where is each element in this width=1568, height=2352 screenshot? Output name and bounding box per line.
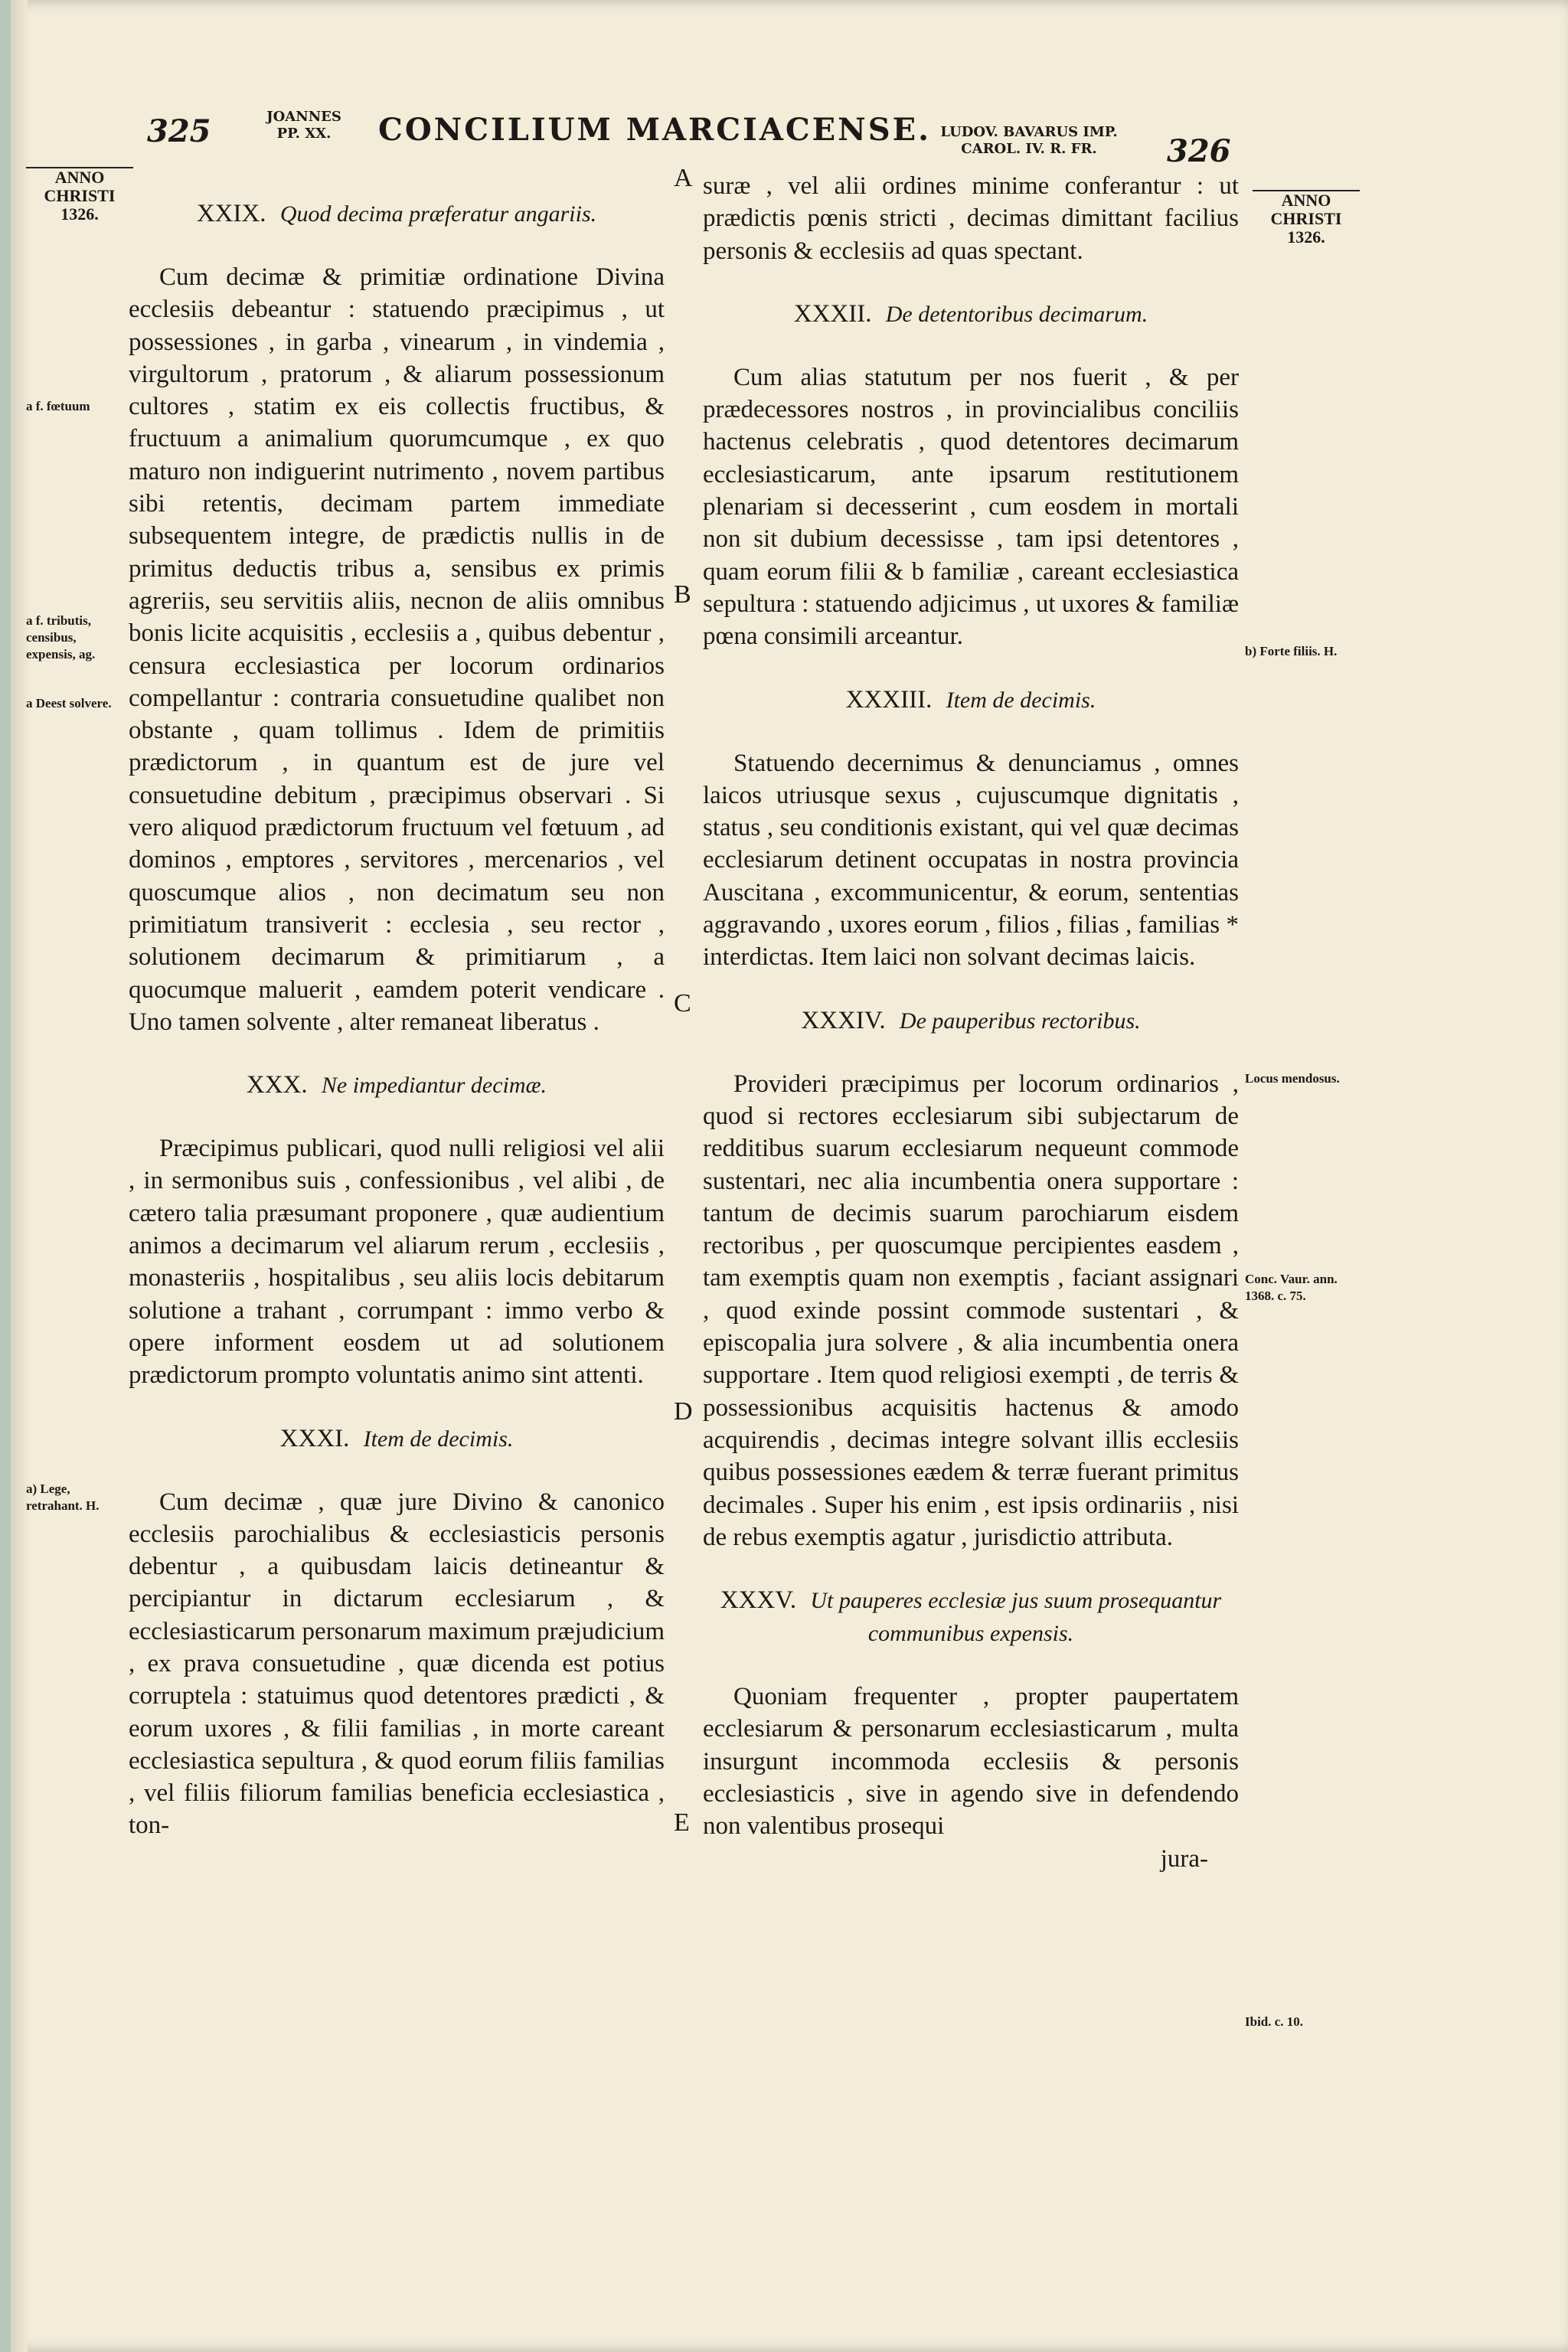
margin-note-right-2: Locus mendosus.: [1245, 1071, 1340, 1086]
section-title: Ut pauperes ecclesiæ jus suum prosequantur communibus expensis.: [810, 1588, 1222, 1647]
section-text-xxxii: Cum alias statutum per nos fuerit , & per prædecessores nostros , in provincialibus conciliis hactenus celebratis , quod detentores decimarum ecclesiasticarum, ante ipsarum restitutionem plenariam si decesserint , cum eosdem in mortali non sit dubium decessisse , tam ipsi detentores , quam eorum filii & b familiæ , careant ecclesiastica sepultura : statuendo adjicimus , ut uxores & familiæ pœna consimili arceantur.: [703, 363, 1239, 651]
spacer: [129, 230, 665, 261]
section-title: Ne impediantur decimæ.: [321, 1073, 547, 1099]
section-heading-xxxi: [129, 1423, 665, 1455]
section-title: De detentoribus decimarum.: [885, 301, 1148, 327]
spacer: [129, 1102, 665, 1132]
spacer: [703, 331, 1239, 361]
section-text-xxix: Cum decimæ & primitiæ ordinatione Divina ecclesiis debeantur : statuendo præcipimus , ut possessiones , in garba , vinearum , in vindemia , virgultorum , pratorum , & aliarum possessionum cultores , statim ex eis collectis fructibus, & fructuum a animalium quorumcumque , ex quo maturo non indiguerint nutrimento , novem partibus sibi retentis, decimam partem immediate subsequentem integre, de prædictis nullis in de primitus deductis tribus a, sensibus ex primis agreriis, seu servitiis aliis, necnon de aliis omnibus bonis licite acquisitis , ecclesiis a , quibus debentur , censura ecclesiastica per locorum ordinarios compellantur : contraria consuetudine qualibet non obstante , quam tollimus . Idem de primitiis prædictorum , in quantum est de jure vel consuetudine debitum , præcipimus observari . Si vero aliquod prædictorum fructuum vel fœtuum , ad dominos , emptores , servitores , mercenarios , vel quoscumque alios , non decimatum seu non primitiatum transiverit : ecclesia , seu rector , solutionem decimarum & primitiarum , a quocumque maluerit , eamdem poterit vendicare . Uno tamen solvente , alter remaneat liberatus .: [129, 263, 665, 1036]
header-author-sub: PP. XX.: [276, 126, 332, 142]
margin-note-right-1: b) Forte filiis. H.: [1245, 644, 1338, 658]
running-title: CONCILIUM MARCIACENSE.: [378, 112, 932, 148]
section-heading-xxxv: [703, 1584, 1239, 1650]
section-text-xxxi: Cum decimæ , quæ jure Divino & canonico ecclesiis parochialibus & ecclesiasticis personis debentur , a quibusdam laicis detineantur & percipiantur in dictarum ecclesiarum , & ecclesiasticarum personarum maximum præjudicium , ex prava consuetudine , quæ dicenda est potius corruptela : statuimus quod detentores prædicti , & eorum uxores , & filii familias , in morte careant ecclesiastica sepultura , & quod eorum filiis familias , vel filiis filiorum familias beneficia ecclesiastica , ton-: [129, 1488, 665, 1840]
spacer: [703, 653, 1239, 684]
margin-note-left-1: a f. fœtuum: [26, 399, 90, 413]
spacer: [703, 717, 1239, 747]
right-column: [703, 170, 1239, 1875]
spacer: [703, 1553, 1239, 1584]
page-number-left: 325: [147, 113, 211, 149]
margin-note-right-4: Ibid. c. 10.: [1245, 2014, 1304, 2029]
anno-christi-left: [26, 167, 133, 224]
book-page: [11, 0, 1568, 2352]
section-number: XXXI.: [279, 1424, 350, 1452]
section-heading-xxix: [129, 198, 665, 230]
section-title: Item de decimis.: [363, 1426, 514, 1452]
section-heading-xxxiv: [703, 1004, 1239, 1037]
christi-label-right: CHRISTI: [1270, 209, 1342, 228]
margin-note-right-3: Conc. Vaur. ann. 1368. c. 75.: [1245, 1272, 1338, 1303]
header-author: [254, 109, 354, 142]
page-gutter: [11, 0, 28, 2352]
section-marker-b: B: [674, 580, 691, 609]
margin-note-left-3: a Deest solvere.: [26, 696, 112, 710]
section-number: XXIX.: [196, 200, 266, 227]
section-marker-d: D: [674, 1397, 693, 1426]
spacer: [129, 1455, 665, 1486]
section-marker-e: E: [674, 1808, 690, 1837]
margin-note-left-2: a f. tributis, censibus, expensis, ag.: [26, 613, 96, 662]
section-text-xxxiv: Provideri præcipimus per locorum ordinarios , quod si rectores ecclesiarum sibi subjectarum de redditibus suarum ecclesiarum nequeunt commode sustentari, nec alia incumbentia onera supportare : tantum de decimis suarum parochiarum eisdem rectoribus , per quoscumque percipientes easdem , tam exemptis quam non exemptis , faciant assignari , quod exinde possint commode sustentari , & episcopalia jura solvere , & alia incumbentia onera supportare . Item quod religiosi exempti , de terris & possessionibus acquisitis hactenus & amodo acquirendis , decimas integre solvant illis ecclesiis quibus possessiones eædem & terræ fuerant primitus decimales . Super his enim , est ipsis ordinariis , nisi de rebus exemptis agatur , jurisdictio attributa.: [703, 1070, 1239, 1551]
spacer: [703, 1037, 1239, 1068]
spacer: [703, 267, 1239, 298]
section-heading-xxxiii: [703, 684, 1239, 717]
catchword: jura-: [1160, 1844, 1208, 1873]
spacer: [129, 1038, 665, 1069]
section-marker-a: A: [674, 164, 693, 192]
section-number: XXXV.: [720, 1586, 797, 1615]
section-title: Quod decima præferatur angariis.: [279, 201, 597, 227]
section-heading-xxx: [129, 1069, 665, 1102]
continued-text: suræ , vel alii ordines minime conferantur : ut prædictis pœnis stricti , decimas dimittant facilius personis & ecclesiis ad quas spectant.: [703, 172, 1239, 265]
section-title: De pauperibus rectoribus.: [899, 1008, 1141, 1034]
section-number: XXXIII.: [845, 685, 933, 714]
section-marker-c: C: [674, 989, 691, 1018]
anno-label-right: ANNO: [1281, 191, 1331, 210]
section-text-xxxiii: Statuendo decernimus & denunciamus , omnes laicos utriusque sexus , cujuscumque dignitatis , status , seu conditionis existant, qui vel quæ decimas ecclesiarum detinent occupatas in nostra provincia Auscitana , excommunicentur, & eorum, sententias aggravando , uxores eorum , filios , filias , familias * interdictas. Item laici non solvant decimas laicis.: [703, 749, 1239, 972]
anno-label-left: ANNO: [54, 168, 105, 187]
section-number: XXXIV.: [801, 1006, 886, 1034]
anno-christi-right: [1253, 190, 1360, 247]
section-text-xxxv: Quoniam frequenter , propter paupertatem ecclesiarum & personarum ecclesiasticarum , multa insurgunt incommoda ecclesiis & personis ecclesiasticis , sive in agendo sive in defendendo non valentibus prosequi: [703, 1683, 1239, 1841]
header-author-name: JOANNES: [266, 109, 341, 125]
page-number-right: 326: [1167, 133, 1231, 169]
year-right: 1326.: [1287, 227, 1325, 247]
spacer: [703, 1650, 1239, 1681]
section-number: XXXII.: [793, 299, 872, 328]
spacer: [703, 974, 1239, 1004]
margin-note-left-4: a) Lege, retrahant. H.: [26, 1481, 100, 1513]
section-text-xxx: Præcipimus publicari, quod nulli religiosi vel alii , in sermonibus suis , confessionibus , vel alibi , de cætero talia præsumant proponere , quæ audientium animos a decimarum vel aliarum rerum , ecclesiis , monasteriis , hospitalibus , seu aliis locis debitarum solutione a trahant , corrumpant : immo verbo & opere informent eosdem ut ad solutionem prædictorum prompto voluntatis animo sint attenti.: [129, 1135, 665, 1390]
spacer: [129, 1392, 665, 1423]
header-emperor-sub: CAROL. IV. R. FR.: [961, 141, 1097, 157]
section-number: XXX.: [246, 1071, 308, 1099]
left-column: [129, 198, 665, 1842]
section-heading-xxxii: [703, 298, 1239, 331]
header-emperor-name: LUDOV. BAVARUS IMP.: [940, 124, 1118, 140]
section-title: Item de decimis.: [946, 687, 1096, 713]
christi-label-left: CHRISTI: [44, 186, 116, 205]
year-left: 1326.: [60, 204, 99, 224]
header-emperor: [926, 124, 1132, 158]
